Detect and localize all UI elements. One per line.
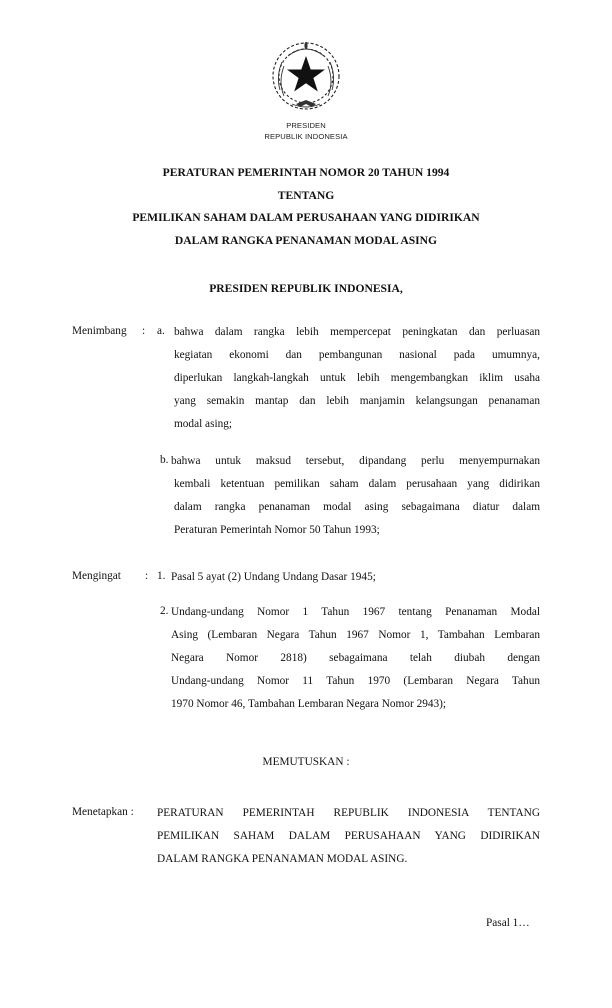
mengingat-2-line-1: Undang-undang Nomor 1 Tahun 1967 tentang Penanaman Modal xyxy=(171,606,540,618)
regulation-tentang: TENTANG xyxy=(277,189,335,202)
menetapkan-line-2: PEMILIKAN SAHAM DALAM PERUSAHAAN YANG DIDIRIKAN xyxy=(157,830,540,842)
menimbang-item-a-marker: a. xyxy=(157,325,165,337)
mengingat-2-line-2: Asing (Lembaran Negara Tahun 1967 Nomor 1, Tambahan Lembaran xyxy=(171,629,540,641)
regulation-title: PERATURAN PEMERINTAH NOMOR 20 TAHUN 1994 xyxy=(162,166,450,179)
menimbang-a-line-4: yang semakin mantap dan lebih manjamin kelangsungan penanaman xyxy=(174,395,540,407)
issuer-heading: PRESIDEN REPUBLIK INDONESIA, xyxy=(209,282,403,295)
presiden-emblem-icon xyxy=(268,38,344,114)
menimbang-a-line-5: modal asing; xyxy=(174,418,233,430)
mengingat-item-1-marker: 1. xyxy=(157,570,166,582)
menetapkan-label: Menetapkan : xyxy=(72,806,134,818)
emblem-caption-presiden: PRESIDEN xyxy=(286,121,326,130)
mengingat-item-2-marker: 2. xyxy=(160,605,169,617)
menimbang-b-line-2: kembali ketentuan pemilikan saham dalam perusahaan yang didirikan xyxy=(174,478,540,490)
emblem-caption-republik: REPUBLIK INDONESIA xyxy=(264,132,348,141)
menimbang-b-line-4: Peraturan Pemerintah Nomor 50 Tahun 1993; xyxy=(174,524,380,536)
mengingat-1-line-1: Pasal 5 ayat (2) Undang Undang Dasar 1945; xyxy=(171,571,376,583)
menimbang-item-b-marker: b. xyxy=(160,454,169,466)
menimbang-b-line-3: dalam rangka penanaman modal asing sebagaimana diatur dalam xyxy=(174,501,540,513)
memutuskan-heading: MEMUTUSKAN : xyxy=(262,756,350,768)
mengingat-label: Mengingat xyxy=(72,570,121,582)
menetapkan-line-1: PERATURAN PEMERINTAH REPUBLIK INDONESIA TENTANG xyxy=(157,807,540,819)
menimbang-a-line-3: diperlukan langkah-langkah untuk lebih mengembangkan iklim usaha xyxy=(174,372,540,384)
menimbang-a-line-2: kegiatan ekonomi dan pembangunan nasional pada umumnya, xyxy=(174,349,540,361)
mengingat-2-line-5: 1970 Nomor 46, Tambahan Lembaran Negara Nomor 2943); xyxy=(171,698,447,710)
mengingat-2-line-4: Undang-undang Nomor 11 Tahun 1970 (Lembaran Negara Tahun xyxy=(171,675,540,687)
menetapkan-line-3: DALAM RANGKA PENANAMAN MODAL ASING. xyxy=(157,853,408,865)
page-continuation-marker: Pasal 1… xyxy=(486,917,530,929)
mengingat-2-line-3: Negara Nomor 2818) sebagaimana telah diubah dengan xyxy=(171,652,540,664)
menimbang-b-line-1: bahwa untuk maksud tersebut, dipandang perlu menyempurnakan xyxy=(171,455,540,467)
menimbang-colon: : xyxy=(142,325,146,337)
mengingat-colon: : xyxy=(145,570,149,582)
menimbang-label: Menimbang xyxy=(72,325,127,337)
regulation-subject-line-1: PEMILIKAN SAHAM DALAM PERUSAHAAN YANG DIDIRIKAN xyxy=(132,211,480,224)
regulation-subject-line-2: DALAM RANGKA PENANAMAN MODAL ASING xyxy=(174,234,438,247)
menimbang-a-line-1: bahwa dalam rangka lebih mempercepat peningkatan dan perluasan xyxy=(174,326,540,338)
